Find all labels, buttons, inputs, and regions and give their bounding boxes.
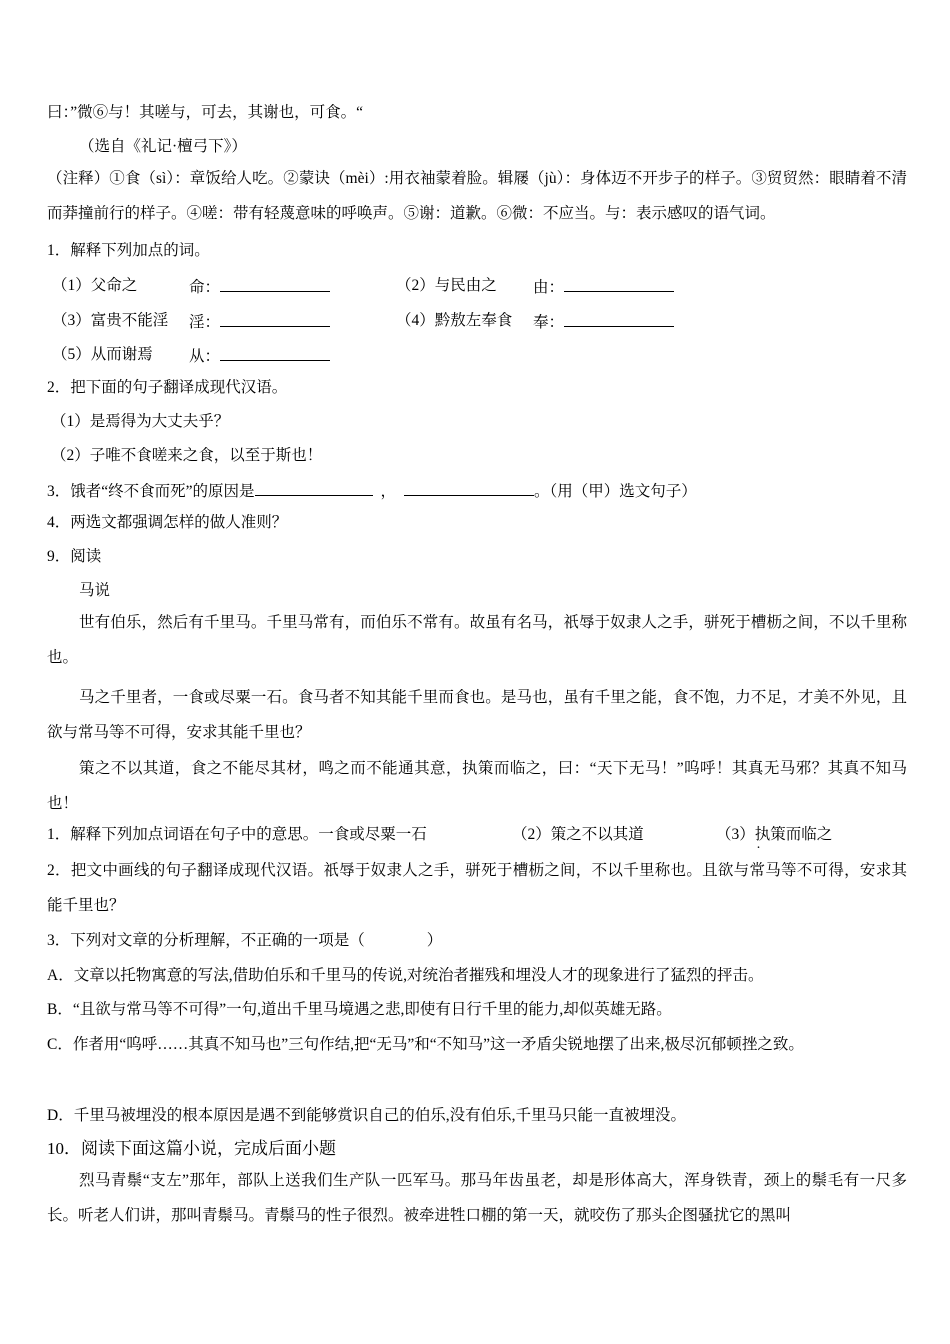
item-phrase: （5）从而谢焉 [52,346,153,363]
sub-question: （2）策之不以其道 [512,826,644,843]
option-c[interactable]: C．作者用“呜呼……其真不知马也”三句作结,把“无马”和“不知马”这一矛盾尖锐地摆了出来,极尽沉郁顿挫之致。 [47,1036,804,1053]
item-word: 命： [189,279,221,296]
item-word: 由： [533,279,565,296]
sentence-item: （2）子唯不食嗟来之食，以至于斯也！ [51,447,323,464]
passage-paragraph: 世有伯乐，然后有千里马。千里马常有，而伯乐不常有。故虽有名马，祇辱于奴隶人之手，骈死于槽枥之间，不以千里称也。 [47,614,907,666]
option-a[interactable]: A．文章以托物寓意的写法,借助伯乐和千里马的传说,对统治者摧残和埋没人才的现象进行了猛烈的抨击。 [47,967,764,984]
item-word: 奉： [533,314,565,331]
question-heading: 1．解释下列加点词语在句子中的意思。一食或尽粟一石 [47,826,427,843]
sub-question-number: （3） [716,826,755,843]
item-phrase: （4）黔敖左奉食 [396,312,513,329]
answer-blank[interactable] [564,276,674,292]
section-heading: 10．阅读下面这篇小说，完成后面小题 [47,1139,336,1158]
answer-blank[interactable] [220,345,330,361]
option-b[interactable]: B．“且欲与常马等不可得”一句,道出千里马境遇之悲,即使有日行千里的能力,却似英雄无路。 [47,1001,672,1018]
item-word: 淫： [189,314,221,331]
question-heading: 2．把文中画线的句子翻译成现代汉语。祇辱于奴隶人之手，骈死于槽枥之间，不以千里称也。且欲与常马等不可得，安求其能千里也？ [47,862,907,914]
item-answer [533,276,674,298]
question-text: 。（用（甲）选文句子） [534,483,697,500]
question-heading: 4．两选文都强调怎样的做人准则？ [47,514,288,531]
passage-paragraph: 烈马青鬃“支左”那年，部队上送我们生产队一匹军马。那马年齿虽老，却是形体高大，浑身铁青，颈上的鬃毛有一尺多长。听老人们讲，那叫青鬃马。青鬃马的性子很烈。被牵进牲口棚的第一天，就咬伤了那头企图骚扰它的黑叫 [47,1172,907,1224]
item-word: 从： [189,348,221,365]
passage-paragraph: 马之千里者，一食或尽粟一石。食马者不知其能千里而食也。是马也，虽有千里之能，食不饱，力不足，才美不外见，且欲与常马等不可得，安求其能千里也？ [47,689,907,741]
item-answer [189,345,330,367]
question-heading: 3．下列对文章的分析理解，不正确的一项是（ ） [47,932,443,949]
option-d[interactable]: D．千里马被埋没的根本原因是遇不到能够赏识自己的伯乐,没有伯乐,千里马只能一直被埋没。 [47,1107,686,1124]
sub-question [716,825,832,845]
sub-question-text: 策而临之 [770,826,833,843]
section-heading: 9．阅读 [47,548,102,565]
sentence-item: （1）是焉得为大丈夫乎？ [51,413,230,430]
passage-paragraph: 策之不以其道，食之不能尽其材，鸣之而不能通其意，执策而临之，曰：“天下无马！”呜呼！其真无马邪？其真不知马也！ [47,760,907,812]
question-heading: 2．把下面的句子翻译成现代汉语。 [47,379,288,396]
item-answer [189,311,330,333]
answer-blank[interactable] [404,480,534,496]
passage-title: 马说 [79,582,111,599]
answer-blank[interactable] [255,480,373,496]
answer-blank[interactable] [220,276,330,292]
question-text: 3．饿者“终不食而死”的原因是 [47,483,255,500]
dotted-word: 执 [754,826,771,843]
answer-blank[interactable] [564,311,674,327]
question-heading: 1．解释下列加点的词。 [47,242,210,259]
item-phrase: （2）与民由之 [396,277,497,294]
question-q3 [47,480,697,502]
item-answer [189,276,330,298]
item-phrase: （1）父命之 [52,277,138,294]
separator: ， [380,483,397,500]
answer-blank[interactable] [220,311,330,327]
item-answer [533,311,674,333]
annotation-note: （注释）①食（sì）：章饭给人吃。②蒙诀（mèi）:用衣袖蒙着脸。辑屦（jù）：身体迈不开步子的样子。③贸贸然：眼睛着不清而莽撞前行的样子。④嗟：带有轻蔑意味的呼唤声。⑤谢：道歉。⑥微：不应当。与：表示感叹的语气词。 [47,170,907,222]
source-citation: （选自《礼记·檀弓下》） [79,138,247,155]
intro-line: 曰：”微⑥与！其嗟与，可去，其谢也，可食。“ [47,104,364,121]
item-phrase: （3）富贵不能淫 [52,312,169,329]
